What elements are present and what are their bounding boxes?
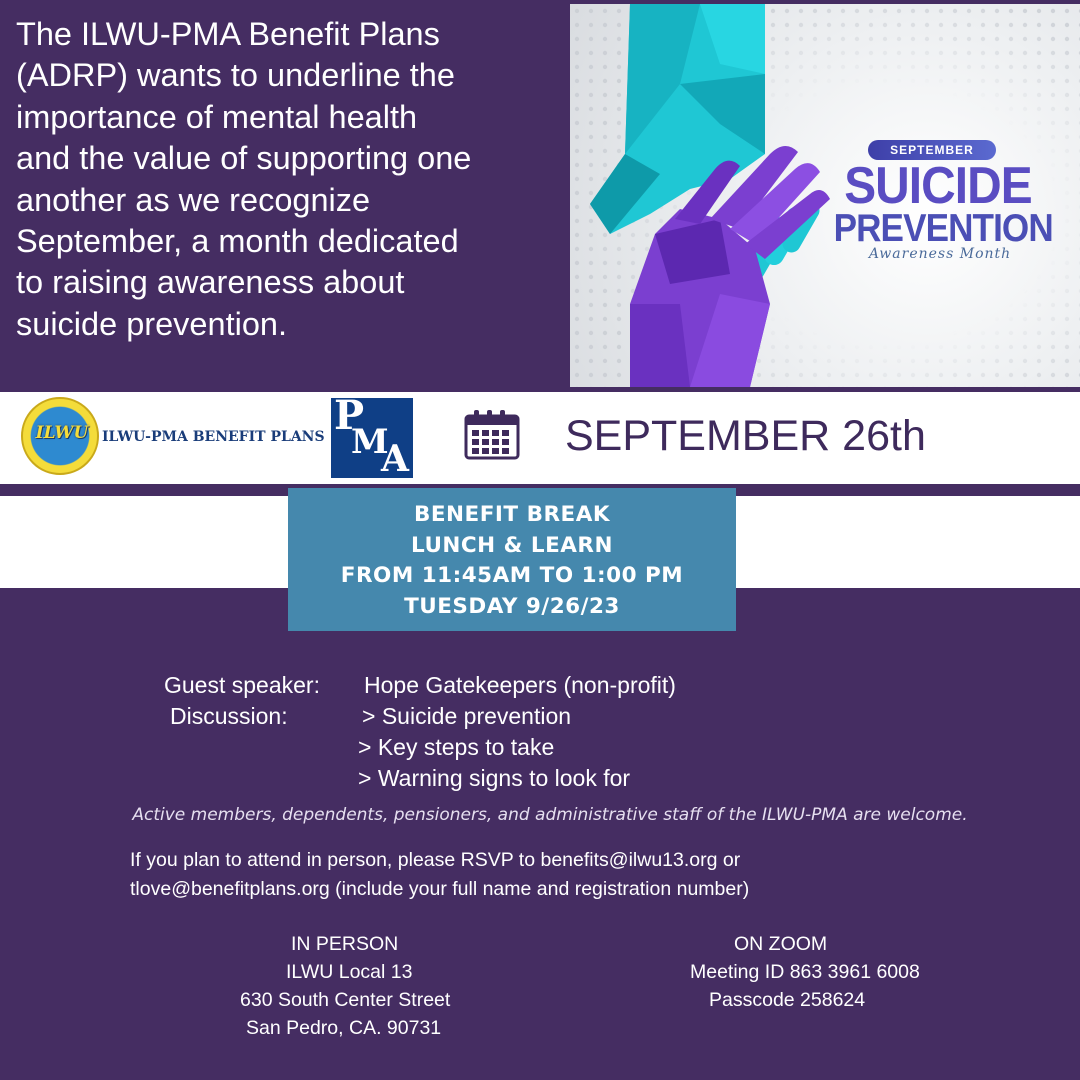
hero-title-prevention: PREVENTION — [833, 207, 1053, 250]
pma-letter-a: A — [381, 438, 409, 480]
zoom-heading: ON ZOOM — [734, 933, 828, 955]
ilwu-logo-text: ILWU — [35, 423, 89, 443]
venue-name: ILWU Local 13 — [286, 961, 413, 983]
speaker-value: Hope Gatekeepers (non-profit) — [364, 672, 676, 698]
event-date: SEPTEMBER 26th — [565, 412, 926, 460]
intro-line: another as we recognize — [16, 181, 371, 218]
pma-letter-m: M — [351, 422, 389, 462]
event-line: LUNCH & LEARN — [411, 532, 613, 558]
event-box — [288, 488, 736, 631]
discussion-label: Discussion: — [170, 703, 288, 729]
in-person-heading: IN PERSON — [291, 933, 399, 955]
pma-letter-p: P — [334, 392, 365, 439]
zoom-meeting-id: Meeting ID 863 3961 6008 — [690, 961, 920, 983]
discussion-topic: > Warning signs to look for — [358, 765, 631, 791]
rsvp-info — [130, 846, 1030, 904]
event-line: BENEFIT BREAK — [413, 502, 611, 527]
discussion-topic: > Suicide prevention — [362, 703, 572, 729]
intro-line: The ILWU-PMA Benefit Plans — [16, 16, 440, 52]
logo-caption: ILWU-PMA BENEFIT PLANS — [102, 429, 325, 445]
venue-city: San Pedro, CA. 90731 — [246, 1017, 442, 1039]
ilwu-logo — [21, 397, 99, 475]
hero-script-subtitle: Awareness Month — [868, 246, 1012, 262]
calendar-icon — [464, 410, 520, 460]
intro-line: September, a month dedicated — [16, 223, 459, 260]
rsvp-line: tlove@benefitplans.org (include your full name and registration number) — [130, 878, 750, 900]
hero-pill: SEPTEMBER — [868, 140, 996, 160]
rsvp-line: If you plan to attend in person, please RSVP to benefits@ilwu13.org or — [130, 849, 741, 871]
hero-image — [570, 4, 1080, 387]
event-line: TUESDAY 9/26/23 — [404, 593, 620, 619]
event-line: FROM 11:45AM TO 1:00 PM — [340, 563, 684, 588]
zoom-passcode: Passcode 258624 — [709, 989, 866, 1011]
speaker-block — [0, 670, 1080, 794]
venue-street: 630 South Center Street — [240, 989, 451, 1011]
intro-paragraph — [16, 14, 564, 345]
date-band — [0, 392, 1080, 484]
welcome-note: Active members, dependents, pensioners, and administrative staff of the ILWU-PMA are welcome. — [132, 805, 968, 825]
intro-line: suicide prevention. — [16, 305, 287, 342]
hero-title-suicide: SUICIDE — [844, 157, 1032, 215]
speaker-label: Guest speaker: — [164, 672, 320, 698]
intro-line: (ADRP) wants to underline the — [16, 57, 455, 94]
intro-line: to raising awareness about — [16, 264, 405, 301]
pma-logo — [331, 392, 413, 480]
discussion-topic: > Key steps to take — [358, 734, 555, 760]
intro-line: importance of mental health — [16, 98, 418, 135]
intro-line: and the value of supporting one — [16, 140, 472, 177]
